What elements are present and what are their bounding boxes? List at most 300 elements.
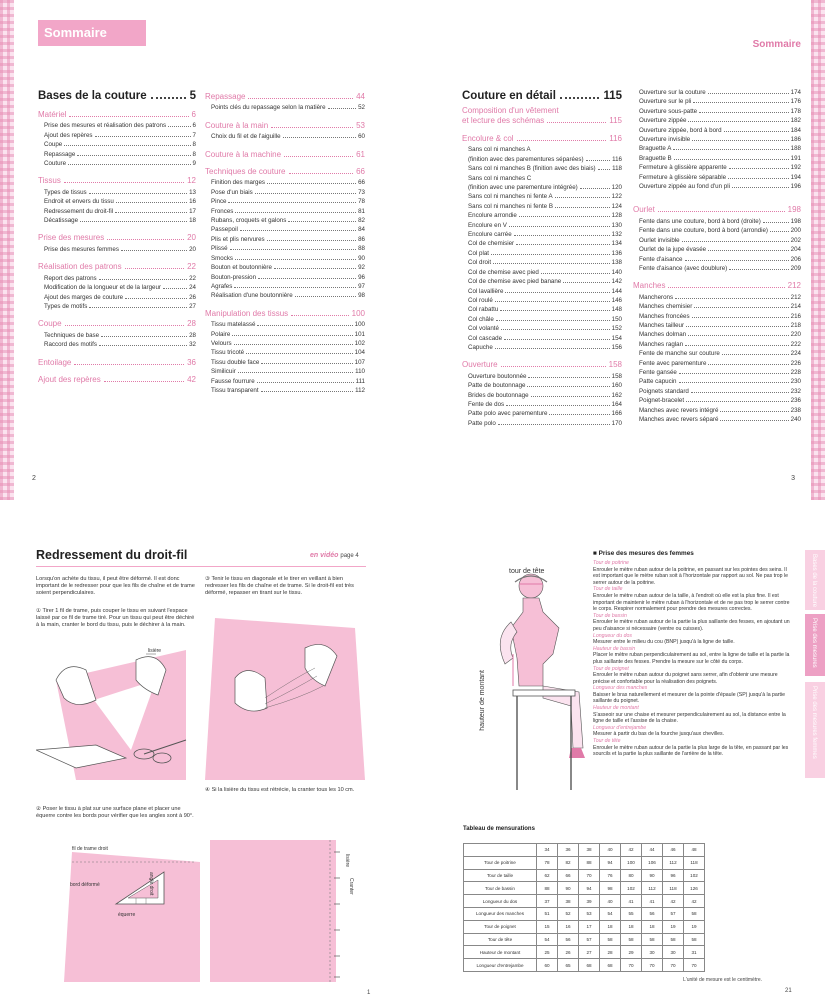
toc-item-label: Poignet-bracelet (639, 397, 685, 405)
toc-item-page: 150 (611, 315, 622, 323)
toc-item[interactable] (633, 182, 801, 191)
toc-item[interactable] (462, 343, 622, 352)
toc-item-page: 8 (192, 150, 196, 158)
toc-item[interactable] (462, 277, 622, 286)
toc-section[interactable] (205, 121, 365, 130)
table-cell: 26 (558, 946, 579, 959)
section-page: 198 (787, 205, 801, 215)
toc-item-label: Redressement du droit-fil (44, 207, 114, 215)
toc-item[interactable] (462, 192, 622, 201)
toc-item[interactable] (205, 348, 365, 357)
table-cell: 96 (663, 869, 684, 882)
section-page: 61 (356, 149, 365, 159)
toc-item-page: 152 (611, 325, 622, 333)
toc-item[interactable] (462, 249, 622, 258)
toc-item-page: 178 (790, 107, 801, 115)
table-cell: 62 (537, 869, 558, 882)
toc-item[interactable] (462, 239, 622, 248)
toc-item-label: Points clés du repassage selon la matière (211, 104, 326, 112)
toc-item[interactable] (633, 226, 801, 235)
toc-item-label: Couture (44, 160, 67, 168)
toc-item-label: Sans col ni manches ni fente B (468, 202, 553, 210)
toc-item[interactable] (462, 183, 622, 192)
table-header-cell: 36 (558, 844, 579, 857)
toc-item[interactable] (633, 144, 801, 153)
section-page: 22 (187, 262, 196, 272)
toc-item[interactable] (38, 131, 196, 140)
table-cell: 29 (621, 946, 642, 959)
toc-item[interactable] (38, 150, 196, 159)
section-page: 53 (356, 120, 365, 130)
toc-section[interactable] (633, 281, 801, 290)
tab-prise-mesures-femmes[interactable] (805, 682, 825, 778)
toc-item-label: Fermeture à glissière apparente (639, 164, 727, 172)
table-cell: 102 (621, 882, 642, 895)
section-title: Coupe (38, 319, 62, 329)
toc-item[interactable] (633, 293, 801, 302)
table-cell: 42 (684, 895, 705, 908)
toc-section[interactable] (38, 176, 196, 185)
table-cell: 76 (600, 869, 621, 882)
toc-item[interactable] (205, 263, 365, 272)
toc-item[interactable] (633, 236, 801, 245)
toc-item-page: 107 (354, 358, 365, 366)
toc-item-page: 188 (790, 145, 801, 153)
toc-section[interactable] (38, 262, 196, 271)
table-cell: 19 (663, 920, 684, 933)
table-row-label: Longueur du dos (464, 895, 537, 908)
toc-item[interactable] (462, 324, 622, 333)
toc-item[interactable] (205, 235, 365, 244)
toc-item-page: 28 (189, 331, 196, 339)
toc-item-label: Fente d'aisance (avec doublure) (639, 264, 728, 272)
definition-heading: Longueur des manches (593, 685, 648, 692)
definition-heading: Tour de taille (593, 586, 623, 593)
toc-item[interactable] (38, 245, 196, 254)
toc-item[interactable] (205, 188, 365, 197)
toc-item[interactable] (205, 386, 365, 395)
toc-item-page: 8 (192, 141, 196, 149)
toc-item[interactable] (205, 282, 365, 291)
toc-item[interactable] (205, 197, 365, 206)
table-row-label: Hauteur de montant (464, 946, 537, 959)
toc-item[interactable] (205, 225, 365, 234)
toc-item[interactable] (38, 159, 196, 168)
toc-section[interactable] (205, 309, 365, 318)
toc-item-page: 182 (790, 117, 801, 125)
label-bord-deforme: bord déformé (70, 882, 100, 888)
toc-item-page: 200 (790, 227, 801, 235)
tab-label: Prise des mesures femmes (811, 686, 817, 759)
toc-item[interactable] (633, 154, 801, 163)
table-cell: 54 (600, 907, 621, 920)
toc-item[interactable] (205, 207, 365, 216)
toc-item[interactable] (633, 163, 801, 172)
toc-item[interactable] (205, 273, 365, 282)
toc-item[interactable] (633, 312, 801, 321)
table-row-label: Tour de poignet (464, 920, 537, 933)
table-cell: 94 (600, 856, 621, 869)
toc-item[interactable] (462, 391, 622, 400)
toc-item-page: 206 (790, 255, 801, 263)
toc-item-label: Repassage (44, 150, 76, 158)
toc-item[interactable] (38, 188, 196, 197)
toc-item-page: 88 (358, 245, 365, 253)
toc-item[interactable] (462, 400, 622, 409)
table-header-row (464, 844, 705, 857)
toc-item-label: Manches froncées (639, 312, 690, 320)
toc-item[interactable] (462, 221, 622, 230)
toc-item-label: Col rabattu (468, 306, 499, 314)
toc-chapter-heading[interactable] (38, 92, 196, 102)
toc-item[interactable] (462, 230, 622, 239)
definition-heading: Tour de poitrine (593, 560, 629, 566)
toc-item[interactable] (633, 135, 801, 144)
toc-item[interactable] (633, 107, 801, 116)
toc-item-label: Endroit et envers du tissu (44, 198, 114, 206)
table-cell: 15 (537, 920, 558, 933)
toc-item-label: Sans col ni manches A (468, 146, 531, 154)
toc-section[interactable] (38, 319, 196, 328)
toc-item-page: 222 (790, 340, 801, 348)
table-cell: 70 (663, 959, 684, 972)
toc-section[interactable] (38, 233, 196, 242)
toc-item[interactable] (633, 415, 801, 424)
toc-item[interactable] (462, 268, 622, 277)
toc-item-page: 136 (611, 249, 622, 257)
section-title: Tissus (38, 176, 61, 186)
toc-item[interactable] (205, 132, 365, 141)
toc-item-label: Col volanté (468, 325, 499, 333)
toc-section[interactable] (633, 205, 801, 214)
toc-item[interactable] (633, 340, 801, 349)
section-title: Matériel (38, 110, 67, 119)
definition-text: Enrouler le mètre ruban autour de la partie la plus large de la tête, en passant par les sourcils et la partie la plus saillante de l'arrière de la tête. (593, 744, 789, 758)
definition-text: Enrouler le mètre ruban autour de la poitrine, en passant sur les pointes des seins. Il est important que le mètre ruban soit à l'horizontale par rapport au sol. Ne pas trop le serrer autour de la poitrine. (593, 566, 789, 586)
toc-item-label: Fausse fourrure (211, 377, 255, 385)
toc-item-label: Plis et plis nervures (211, 235, 265, 243)
toc-item[interactable] (633, 359, 801, 368)
toc-item-page: 156 (611, 343, 622, 351)
toc-item[interactable] (38, 197, 196, 206)
toc-item-label: Col plat (468, 249, 489, 257)
toc-item[interactable] (633, 97, 801, 106)
toc-item-label: Bouton et boutonnière (211, 264, 272, 272)
table-header-cell: 46 (663, 844, 684, 857)
toc-item-label: Sans col ni manches C (468, 174, 532, 182)
toc-section[interactable] (38, 375, 196, 384)
tab-bases-couture[interactable] (805, 550, 825, 610)
toc-item-label: Col roulé (468, 296, 493, 304)
section-title: Réalisation des patrons (38, 262, 122, 272)
toc-item[interactable] (38, 331, 196, 340)
toc-item[interactable] (633, 377, 801, 386)
toc-item[interactable] (462, 305, 622, 314)
toc-item[interactable] (633, 245, 801, 254)
definition-text: Enrouler le mètre ruban autour de la taille, à l'endroit où elle est la plus fine. Il est important de maintenir le mètre ruban à l'horizontale et de ne pas trop le serrer contre le corps. Respirer normalement pour prendre des mesures correctes. (593, 592, 790, 613)
table-cell: 53 (579, 907, 600, 920)
tab-prise-mesures[interactable] (805, 614, 825, 676)
toc-item-label: Brides de boutonnage (468, 391, 529, 399)
step4-illustration (210, 832, 360, 982)
toc-item[interactable] (38, 216, 196, 225)
toc-item[interactable] (462, 334, 622, 343)
toc-item[interactable] (462, 409, 622, 418)
toc-item[interactable] (462, 419, 622, 428)
table-cell: 18 (642, 920, 663, 933)
toc-item-label: Coupe (44, 141, 63, 149)
toc-section[interactable] (205, 92, 365, 101)
section-title: Prise des mesures (38, 233, 105, 243)
toc-column-2 (205, 84, 365, 395)
video-link[interactable] (310, 552, 359, 559)
toc-item-page: 194 (790, 173, 801, 181)
toc-item[interactable] (205, 330, 365, 339)
definition-text: Baisser le bras naturellement et mesurer de la pointe d'épaule (SP) jusqu'à la partie saillante du poignet. (593, 691, 786, 705)
toc-item-page: 176 (790, 98, 801, 106)
table-cell: 42 (663, 895, 684, 908)
section-page: 6 (191, 110, 196, 119)
toc-item-page: 124 (611, 202, 622, 210)
label-cranter: Cranter (348, 878, 354, 895)
toc-section[interactable] (38, 358, 196, 367)
section-title: Ouverture (462, 360, 498, 370)
section-page: 12 (187, 176, 196, 186)
table-row (464, 946, 705, 959)
toc-item-label: Ajout des repères (44, 131, 93, 139)
toc-item-page: 17 (189, 207, 196, 215)
toc-section[interactable] (38, 110, 196, 119)
toc-item[interactable] (633, 349, 801, 358)
toc-item-label: Mancherons (639, 293, 674, 301)
unit-note: L'unité de mesure est le centimètre. (683, 977, 763, 983)
toc-item[interactable] (462, 202, 622, 211)
toc-item-page: 160 (611, 382, 622, 390)
section-title: Manches (633, 281, 666, 291)
toc-item[interactable] (205, 320, 365, 329)
sommaire-banner: Sommaire (38, 20, 146, 46)
table-row (464, 869, 705, 882)
toc-item[interactable] (633, 173, 801, 182)
table-cell: 66 (558, 869, 579, 882)
toc-item-label: Manches dolman (639, 331, 687, 339)
toc-item[interactable] (462, 258, 622, 267)
toc-item-page: 226 (790, 359, 801, 367)
table-cell: 30 (663, 946, 684, 959)
definition-text: Placer le mètre ruban perpendiculairement au sol, entre la ligne de taille et la partie la plus saillante des fesses. Prendre la mesure sur le côté du corps. (593, 652, 790, 665)
toc-item[interactable] (462, 315, 622, 324)
toc-item[interactable] (633, 302, 801, 311)
toc-item-page: 236 (790, 397, 801, 405)
page-number: 3 (791, 475, 795, 482)
toc-item[interactable] (462, 287, 622, 296)
toc-item-page: 132 (611, 231, 622, 239)
toc-item[interactable] (633, 126, 801, 135)
toc-item-label: Passepoil (211, 226, 238, 234)
toc-item-page: 6 (192, 122, 196, 130)
toc-item[interactable] (462, 381, 622, 390)
table-row-label: Longueur des manches (464, 907, 537, 920)
toc-item[interactable] (205, 339, 365, 348)
toc-section[interactable] (205, 167, 365, 176)
toc-item[interactable] (633, 255, 801, 264)
step2-illustration (36, 832, 200, 982)
toc-item-page: 192 (790, 164, 801, 172)
toc-section[interactable] (462, 134, 622, 143)
table-cell: 58 (684, 933, 705, 946)
toc-item[interactable] (462, 145, 622, 154)
section-page: 20 (187, 233, 196, 243)
definition-text: S'asseoir sur une chaise et mesurer perpendiculairement au sol, la distance entre la ligne de taille et l'assise de la chaise. (593, 711, 786, 725)
toc-item-page: 27 (189, 302, 196, 310)
toc-item[interactable] (38, 121, 196, 130)
table-cell: 51 (537, 907, 558, 920)
step1-text: ① Tirer 1 fil de trame, puis couper le tissu en suivant l'espace laissé par ce fil de trame tiré. Pour un tissu qui peut être déchiré à la main, cranter le bord du tissu, puis le déchirer à la main. (36, 608, 195, 629)
table-row (464, 907, 705, 920)
toc-item[interactable] (633, 387, 801, 396)
toc-item[interactable] (38, 274, 196, 283)
toc-item[interactable] (205, 178, 365, 187)
toc-item-label: Rubans, croquets et galons (211, 217, 287, 225)
toc-item[interactable] (38, 140, 196, 149)
toc-chapter-heading[interactable] (462, 92, 622, 102)
page-title: Redressement du droit-fil (36, 548, 188, 562)
toc-item-page: 148 (611, 306, 622, 314)
toc-item[interactable] (205, 377, 365, 386)
toc-item[interactable] (633, 330, 801, 339)
toc-item[interactable] (633, 116, 801, 125)
table-row (464, 856, 705, 869)
section-page: 36 (187, 357, 196, 367)
toc-item-label: Fente dans une couture, bord à bord (droite) (639, 217, 761, 225)
toc-item-label: Manches avec revers intégré (639, 406, 719, 414)
toc-item-page: 238 (790, 406, 801, 414)
toc-item[interactable] (205, 358, 365, 367)
toc-item-page: 204 (790, 246, 801, 254)
toc-item-label: Tissu tricoté (211, 349, 245, 357)
table-row (464, 882, 705, 895)
toc-item-page: 214 (790, 303, 801, 311)
toc-item-label: Finition des marges (211, 179, 265, 187)
table-cell: 30 (642, 946, 663, 959)
section-title: Couture à la machine (205, 149, 282, 159)
toc-item-label: Fermeture à glissière séparable (639, 173, 727, 181)
toc-item[interactable] (462, 164, 622, 173)
toc-page-right (413, 0, 825, 500)
toc-item[interactable] (633, 217, 801, 226)
toc-item-label: Smocks (211, 254, 234, 262)
section-title: Manipulation des tissus (205, 308, 289, 318)
toc-item-label: Patte polo avec parementure (468, 410, 548, 418)
table-cell: 88 (579, 856, 600, 869)
toc-item[interactable] (633, 368, 801, 377)
toc-item-page: 116 (612, 155, 622, 163)
toc-item-page: 196 (790, 183, 801, 191)
toc-item[interactable] (205, 291, 365, 300)
toc-item-label: Tissu double face (211, 358, 260, 366)
toc-item-page: 7 (192, 131, 196, 139)
toc-item[interactable] (462, 211, 622, 220)
toc-item[interactable] (462, 155, 622, 164)
toc-item-label: Manches avec revers séparé (639, 416, 719, 423)
toc-item-page: 112 (355, 386, 365, 394)
toc-item[interactable] (633, 396, 801, 405)
toc-item[interactable] (462, 296, 622, 305)
sommaire-label: Sommaire (752, 39, 801, 50)
toc-section-composition[interactable] (462, 106, 622, 126)
toc-section[interactable] (205, 150, 365, 159)
section-page: 212 (787, 281, 801, 291)
toc-item[interactable] (205, 216, 365, 225)
toc-item-label: Fente gansée (639, 368, 677, 376)
table-cell: 52 (558, 907, 579, 920)
page-number: 21 (785, 988, 792, 994)
table-cell: 39 (579, 895, 600, 908)
video-page: page 4 (340, 553, 359, 559)
toc-item[interactable] (633, 88, 801, 97)
toc-item[interactable] (38, 283, 196, 292)
toc-item[interactable] (462, 372, 622, 381)
toc-item-label: Fente de dos (468, 400, 505, 408)
table-cell: 90 (642, 869, 663, 882)
table-cell: 82 (558, 856, 579, 869)
section-page: 100 (351, 308, 365, 318)
toc-item[interactable] (633, 321, 801, 330)
toc-item[interactable] (38, 207, 196, 216)
tab-label: Prise des mesures (811, 618, 817, 668)
toc-item[interactable] (38, 340, 196, 349)
toc-item-page: 212 (790, 293, 801, 301)
step3-text: ③ Tenir le tissu en diagonale et le tirer en veillant à bien redresser les fils de chaîne et de trame. Si le droit-fil est très déformé, repasser en tirant sur le tissu. (205, 576, 354, 597)
table-row-label: Tour de taille (464, 869, 537, 882)
toc-item-page: 154 (611, 334, 622, 342)
toc-item-page: 60 (358, 133, 365, 141)
toc-item-label: Poignets standard (639, 387, 689, 395)
toc-item-label: Sans col ni manches ni fente A (468, 193, 553, 201)
toc-item-label: Ouverture invisible (639, 136, 691, 144)
toc-item[interactable] (205, 103, 365, 112)
toc-item-label: Fente avec parementure (639, 359, 707, 367)
toc-item-page: 122 (611, 193, 622, 201)
table-cell: 94 (579, 882, 600, 895)
toc-item[interactable] (205, 244, 365, 253)
table-row (464, 959, 705, 972)
table-cell: 58 (600, 933, 621, 946)
table-cell: 60 (537, 959, 558, 972)
toc-item[interactable] (633, 406, 801, 415)
toc-item-label: Tissu matelassé (211, 321, 256, 329)
table-cell: 58 (642, 933, 663, 946)
toc-item[interactable] (205, 367, 365, 376)
toc-item-page: 90 (358, 254, 365, 262)
toc-section[interactable] (462, 360, 622, 369)
toc-item[interactable] (38, 293, 196, 302)
toc-item-label: Types de motifs (44, 302, 88, 310)
toc-item-page: 170 (611, 419, 622, 427)
toc-item[interactable] (633, 264, 801, 273)
toc-item-page: 97 (358, 282, 365, 290)
toc-item-page: 18 (189, 217, 196, 225)
toc-item[interactable] (205, 254, 365, 263)
toc-item-page: 24 (189, 284, 196, 292)
toc-item-page: 111 (355, 377, 365, 385)
table-cell: 78 (537, 856, 558, 869)
toc-item-label: Patte capucin (639, 378, 677, 386)
toc-item-label: Encolure carrée (468, 231, 512, 239)
toc-item[interactable] (38, 302, 196, 311)
section-title: Techniques de couture (205, 167, 286, 177)
toc-item[interactable] (462, 174, 622, 183)
